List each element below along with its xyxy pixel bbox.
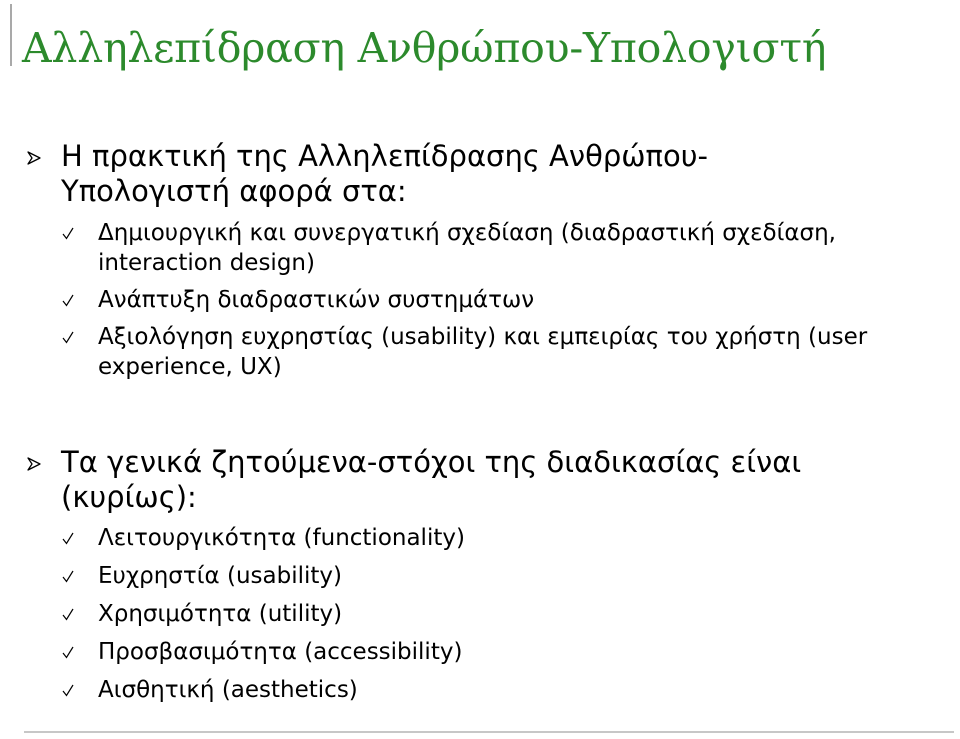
heading-line: (κυρίως): bbox=[61, 480, 197, 514]
checkmark-bullet-icon bbox=[62, 570, 74, 583]
item-line: Δημιουργική και συνεργατική σχεδίαση (διαδραστική σχεδίαση, bbox=[98, 220, 836, 246]
list-item-aesthetics bbox=[0, 675, 960, 705]
bullet-goals-heading bbox=[0, 445, 960, 515]
checkmark-bullet-icon bbox=[62, 608, 74, 621]
checkmark-bullet-icon bbox=[62, 331, 74, 344]
item-line: Αισθητική (aesthetics) bbox=[98, 677, 358, 703]
item-line: Χρησιμότητα (utility) bbox=[98, 601, 343, 627]
item-line: Ευχρηστία (usability) bbox=[98, 563, 342, 589]
left-divider-line bbox=[10, 4, 12, 66]
arrowhead-bullet-icon bbox=[27, 151, 41, 165]
bottom-divider-line bbox=[24, 731, 954, 733]
item-line: Ανάπτυξη διαδραστικών συστημάτων bbox=[98, 287, 535, 313]
heading-line: Υπολογιστή αφορά στα: bbox=[61, 174, 407, 208]
checkmark-bullet-icon bbox=[62, 646, 74, 659]
slide-title: Αλληλεπίδραση Ανθρώπου-Υπολογιστή bbox=[22, 24, 827, 72]
heading-line: Η πρακτική της Αλληλεπίδρασης Ανθρώπου- bbox=[61, 139, 708, 173]
list-item-interaction-design bbox=[0, 218, 960, 278]
checkmark-bullet-icon bbox=[62, 532, 74, 545]
list-item-accessibility bbox=[0, 637, 960, 667]
checkmark-bullet-icon bbox=[62, 227, 74, 240]
item-line: Προσβασιμότητα (accessibility) bbox=[98, 639, 463, 665]
list-item-development bbox=[0, 285, 960, 315]
checkmark-bullet-icon bbox=[62, 294, 74, 307]
item-line: Αξιολόγηση ευχρηστίας (usability) και εμπειρίας του χρήστη (user bbox=[98, 324, 868, 350]
arrowhead-bullet-icon bbox=[27, 457, 41, 471]
list-item-usability bbox=[0, 561, 960, 591]
item-line: interaction design) bbox=[98, 250, 315, 276]
section-practice bbox=[0, 139, 960, 382]
list-item-utility bbox=[0, 599, 960, 629]
checkmark-bullet-icon bbox=[62, 684, 74, 697]
section-goals bbox=[0, 445, 960, 705]
heading-line: Τα γενικά ζητούμενα-στόχοι της διαδικασίας είναι bbox=[61, 445, 802, 479]
bullet-practice-heading bbox=[0, 139, 960, 209]
item-line: Λειτουργικότητα (functionality) bbox=[98, 525, 465, 551]
item-line: experience, UX) bbox=[98, 354, 282, 380]
list-item-functionality bbox=[0, 523, 960, 553]
list-item-evaluation bbox=[0, 322, 960, 382]
